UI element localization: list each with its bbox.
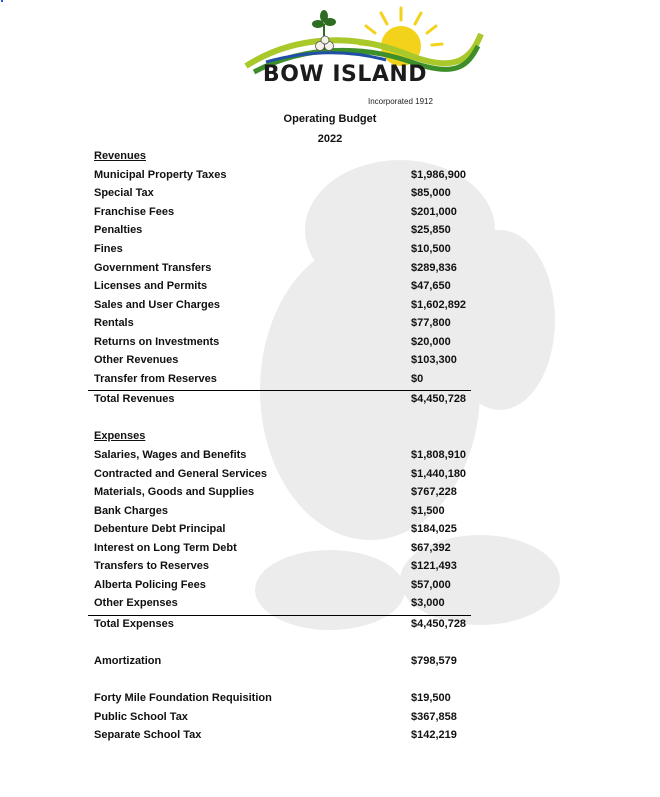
revenue-row — [94, 224, 474, 242]
row-amount: $289,836 — [411, 262, 457, 274]
expense-row — [94, 449, 474, 467]
expense-row — [94, 579, 474, 597]
row-amount: $10,500 — [411, 243, 451, 255]
row-amount: $47,650 — [411, 280, 451, 292]
total-divider — [88, 615, 471, 616]
row-label: Municipal Property Taxes — [94, 169, 227, 181]
total-amount: $4,450,728 — [411, 618, 467, 630]
revenue-row — [94, 280, 474, 298]
revenue-row — [94, 169, 474, 187]
revenue-row — [94, 373, 474, 391]
requisition-row — [94, 711, 474, 729]
row-label: Sales and User Charges — [94, 299, 220, 311]
row-amount: $3,000 — [411, 597, 445, 609]
row-label: Debenture Debt Principal — [94, 523, 226, 535]
revenue-row — [94, 243, 474, 261]
incorporated-note: Incorporated 1912 — [368, 97, 433, 106]
row-label: Special Tax — [94, 187, 154, 199]
row-amount: $121,493 — [411, 560, 457, 572]
row-amount: $85,000 — [411, 187, 451, 199]
row-label: Licenses and Permits — [94, 280, 208, 292]
requisition-row — [94, 692, 474, 710]
row-amount: $19,500 — [411, 692, 451, 704]
total-label: Total Revenues — [94, 393, 175, 405]
expense-row — [94, 542, 474, 560]
row-amount: $184,025 — [411, 523, 457, 535]
row-amount: $1,986,900 — [411, 169, 467, 181]
expenses-heading: Expenses — [94, 430, 146, 442]
row-amount: $57,000 — [411, 579, 451, 591]
row-label: Fines — [94, 243, 123, 255]
total-divider — [88, 390, 471, 391]
row-label: Other Revenues — [94, 354, 179, 366]
row-amount: $767,228 — [411, 486, 457, 498]
row-amount: $142,219 — [411, 729, 457, 741]
row-label: Materials, Goods and Supplies — [94, 486, 255, 498]
corner-marker — [1, 0, 3, 2]
row-amount: $77,800 — [411, 317, 451, 329]
row-label: Franchise Fees — [94, 206, 175, 218]
revenues-heading: Revenues — [94, 150, 146, 162]
row-label: Rentals — [94, 317, 134, 329]
row-label: Returns on Investments — [94, 336, 220, 348]
revenue-row — [94, 336, 474, 354]
row-label: Other Expenses — [94, 597, 178, 609]
revenue-row — [94, 187, 474, 205]
row-amount: $798,579 — [411, 655, 457, 667]
budget-year: 2022 — [317, 133, 343, 145]
row-amount: $1,602,892 — [411, 299, 467, 311]
row-amount: $25,850 — [411, 224, 451, 236]
row-label: Interest on Long Term Debt — [94, 542, 237, 554]
total-label: Total Expenses — [94, 618, 174, 630]
row-label: Contracted and General Services — [94, 468, 268, 480]
expense-row — [94, 468, 474, 486]
expense-total-row — [94, 618, 474, 636]
row-label: Penalties — [94, 224, 143, 236]
row-amount: $67,392 — [411, 542, 451, 554]
amortization-row — [94, 655, 474, 673]
expense-row — [94, 505, 474, 523]
expense-row — [94, 523, 474, 541]
revenue-row — [94, 262, 474, 280]
row-label: Alberta Policing Fees — [94, 579, 206, 591]
revenue-row — [94, 206, 474, 224]
row-label: Transfers to Reserves — [94, 560, 209, 572]
page-title: Operating Budget — [283, 113, 377, 125]
row-label: Transfer from Reserves — [94, 373, 217, 385]
row-amount: $103,300 — [411, 354, 457, 366]
row-amount: $0 — [411, 373, 424, 385]
row-label: Forty Mile Foundation Requisition — [94, 692, 272, 704]
revenue-total-row — [94, 393, 474, 411]
row-amount: $20,000 — [411, 336, 451, 348]
row-label: Public School Tax — [94, 711, 188, 723]
total-amount: $4,450,728 — [411, 393, 467, 405]
revenue-row — [94, 299, 474, 317]
row-label: Bank Charges — [94, 505, 168, 517]
requisition-row — [94, 729, 474, 747]
expense-row — [94, 486, 474, 504]
row-amount: $1,440,180 — [411, 468, 467, 480]
row-label: Separate School Tax — [94, 729, 202, 741]
row-amount: $1,808,910 — [411, 449, 467, 461]
expense-row — [94, 597, 474, 615]
row-amount: $201,000 — [411, 206, 457, 218]
revenue-row — [94, 354, 474, 372]
row-label: Amortization — [94, 655, 162, 667]
town-logo-icon — [236, 4, 486, 108]
town-name: BOW ISLAND — [262, 62, 428, 87]
revenue-row — [94, 317, 474, 335]
expense-row — [94, 560, 474, 578]
row-amount: $1,500 — [411, 505, 445, 517]
row-label: Government Transfers — [94, 262, 212, 274]
row-label: Salaries, Wages and Benefits — [94, 449, 247, 461]
row-amount: $367,858 — [411, 711, 457, 723]
